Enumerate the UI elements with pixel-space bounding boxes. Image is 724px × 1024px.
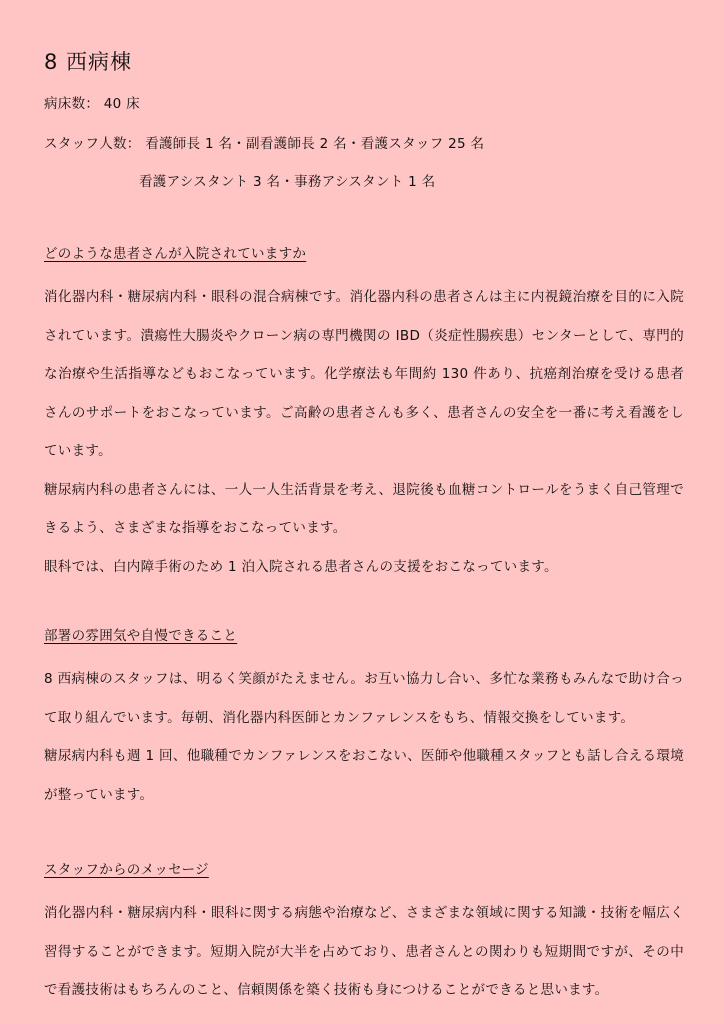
section-body xyxy=(44,894,684,1010)
section-heading: 部署の雰囲気や自慢できること xyxy=(44,628,238,644)
section-staff-message xyxy=(44,856,684,1010)
paragraph: 眼科では、白内障手術のため 1 泊入院される患者さんの支援をおこなっています。 xyxy=(44,558,558,575)
section-body xyxy=(44,660,684,814)
staff-count-line-1: スタッフ人数： 看護師長 1 名・副看護師長 2 名・看護スタッフ 25 名 xyxy=(44,136,485,152)
ward-title: 8 西病棟 xyxy=(44,50,133,74)
paragraph: 8 西病棟のスタッフは、明るく笑顔がたえません。お互い協力し合い、多忙な業務もみんなで助け合って取り組んでいます。毎朝、消化器内科医師とカンファレンスをもち、情報交換をしています。 xyxy=(44,671,684,726)
paragraph: 消化器内科・糖尿病内科・眼科に関する病態や治療など、さまざまな領域に関する知識・技術を幅広く習得することができます。短期入院が大半を占めており、患者さんとの関わりも短期間ですが、その中で看護技術はもちろんのこと、信頼関係を築く技術も身につけることができると思います。 xyxy=(44,905,684,998)
paragraph: 消化器内科・糖尿病内科・眼科の混合病棟です。消化器内科の患者さんは主に内視鏡治療を目的に入院されています。潰瘍性大腸炎やクローン病の専門機関の IBD（炎症性腸疾患）センターとして、専門的な治療や生活指導などもおこなっています。化学療法も年間約 130 件あり、抗癌剤治療を受ける患者さんのサポートをおこなっています。ご高齢の患者さんも多く、患者さんの安全を一番に考え看護をしています。 xyxy=(44,289,684,459)
section-atmosphere xyxy=(44,622,684,814)
section-body xyxy=(44,278,684,586)
staff-count-line-2: 看護アシスタント 3 名・事務アシスタント 1 名 xyxy=(139,174,436,190)
section-heading: どのような患者さんが入院されていますか xyxy=(44,246,307,262)
paragraph: 糖尿病内科の患者さんには、一人一人生活背景を考え、退院後も血糖コントロールをうまく自己管理できるよう、さまざまな指導をおこなっています。 xyxy=(44,481,684,536)
section-heading: スタッフからのメッセージ xyxy=(44,862,209,878)
bed-count: 病床数： 40 床 xyxy=(44,96,140,112)
paragraph: 糖尿病内科も週 1 回、他職種でカンファレンスをおこない、医師や他職種スタッフとも話し合える環境が整っています。 xyxy=(44,748,684,803)
section-patients xyxy=(44,240,684,586)
